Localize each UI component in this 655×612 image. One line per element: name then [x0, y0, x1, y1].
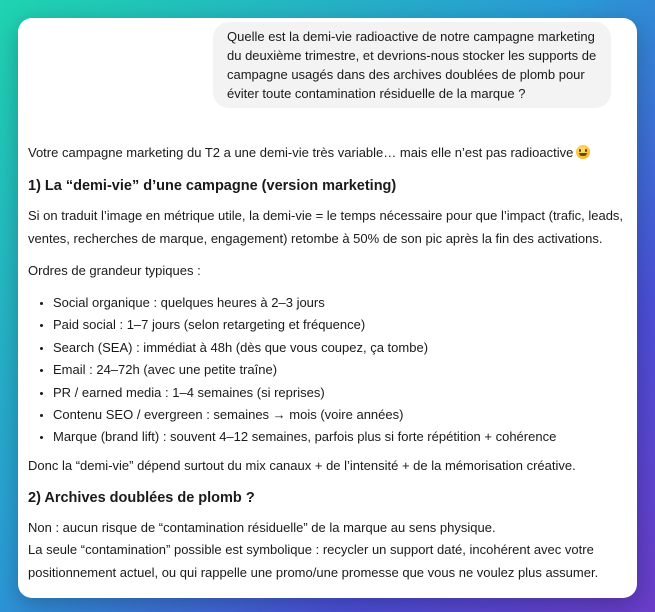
chat-window [18, 18, 637, 598]
list-item: • Contenu SEO / evergreen : semaines → mois (voire années) [53, 404, 628, 426]
grinning-face-emoji-icon [576, 145, 590, 159]
answer-intro [28, 142, 628, 164]
user-message-bubble [213, 22, 611, 108]
section-1-conclusion: Donc la “demi-vie” dépend surtout du mix canaux + de l’intensité + de la mémorisation créative. [28, 457, 576, 473]
channel-half-life-list [28, 292, 628, 449]
section-2-heading: 2) Archives doublées de plomb ? [28, 489, 255, 506]
list-item: • Search (SEA) : immédiat à 48h (dès que vous coupez, ça tombe) [53, 337, 628, 359]
section-2-text [28, 517, 628, 585]
section-1-paragraph: Si on traduit l’image en métrique utile, la demi-vie = le temps nécessaire pour que l’impact (trafic, leads, ventes, recherches de marque, engagement) retombe à 50% de son pic après la fin des activations. [28, 208, 624, 246]
list-item: • Marque (brand lift) : souvent 4–12 semaines, parfois plus si forte répétition + cohérence [53, 426, 628, 448]
list-item: • Social organique : quelques heures à 2–3 jours [53, 292, 628, 314]
list-item: • Paid social : 1–7 jours (selon retargeting et fréquence) [53, 314, 628, 336]
list-item: • Email : 24–72h (avec une petite traîne) [53, 359, 628, 381]
section-2-line-1: Non : aucun risque de “contamination résiduelle” de la marque au sens physique. [28, 519, 496, 535]
section-1-list-intro: Ordres de grandeur typiques : [28, 263, 201, 278]
answer-intro-text: Votre campagne marketing du T2 a une demi-vie très variable… mais elle n’est pas radioactive [28, 145, 574, 160]
list-item: • PR / earned media : 1–4 semaines (si reprises) [53, 382, 628, 404]
section-2-line-2: La seule “contamination” possible est symbolique : recycler un support daté, incohérent avec votre positionnement actuel, ou qui rappelle une promo/une promesse que vous ne voulez plus assumer. [28, 542, 599, 580]
user-message-text: Quelle est la demi-vie radioactive de notre campagne marketing du deuxième trimestre, et devrions-nous stocker les supports de campagne usagés dans des archives doublées de plomb pour éviter toute contamination résiduelle de la marque ? [227, 29, 597, 101]
section-1-heading: 1) La “demi-vie” d’une campagne (version marketing) [28, 178, 397, 194]
assistant-response [28, 142, 628, 584]
